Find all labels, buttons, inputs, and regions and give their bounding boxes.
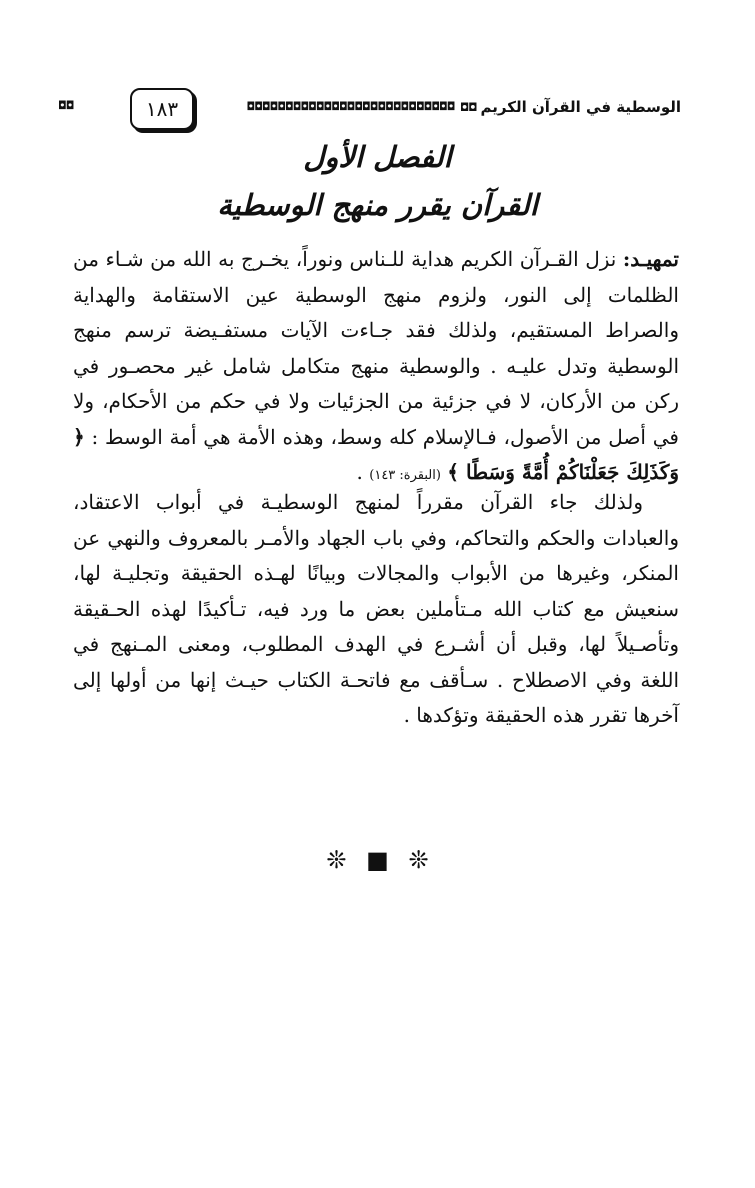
chapter-heading: الفصل الأول [303,140,452,174]
paragraph-second [73,485,679,734]
intro-text: نزل القـرآن الكريم هداية للـناس ونوراً، يخـرج به الله من شـاء من الظلمات إلى النور، ولزوم منهج الوسطية عين الاستقامة والهداية والصراط المستقيم، ولذلك فقد جـاءت الآيات مستفـيضة ترسم منهج الوسطية وتدل عليـه . والوسطية منهج متكامل شامل غير محصـور في ركن من الأركان، لا في جزئية من الجزئيات ولا في حكم من الأحكام، ولا في أصل من الأصول، فـالإسلام كله وسط، وهذه الأمة هي أمة الوسط : [73,247,679,449]
square-ornament-icon: ■ [366,846,389,874]
page-number-text: ١٨٣ [145,97,179,121]
chapter-subtitle: القرآن يقرر منهج الوسطية [217,188,538,222]
running-title-text: الوسطية في القرآن الكريم [480,98,681,116]
second-text: ولذلك جاء القرآن مقرراً لمنهج الوسطيـة في أبواب الاعتقاد، والعبادات والحكم والتحاكم، وفي باب الجهاد والأمـر بالمعروف والنهي عن المنكر، وغيرها من الأبواب والمجالات وبيانًا لهـذه الحقيقة وتجليـة لها، سنعيش مع كتاب الله مـتأملين بعض ما ورد فيه، تـأكيدًا لهذه الحـقيقة وتأصـيلاً لها، وقبل أن أشـرع في الهدف المطلوب، ومعنى المـنهج في اللغة وفي الاصطلاح . سـأقف مع فاتحـة الكتاب حيـث إنها من أولها إلى آخرها تقرر هذه الحقيقة وتؤكدها . [73,490,679,727]
intro-lead-word: تمهيـد: [622,247,679,271]
paragraph-intro [73,242,679,494]
page-number [130,88,194,130]
title-ornament-icon: ◘◘ [460,100,477,114]
page-header [58,88,681,130]
ornament-chain-icon: ◘◘◘◘◘◘◘◘◘◘◘◘◘◘◘◘◘◘◘◘◘◘◘◘◘◘◘ [246,100,455,113]
asterisk-ornament-icon: ❊ [326,846,347,874]
quran-verse: ﴿ وَكَذَلِكَ جَعَلْنَاكُمْ أُمَّةً وَسَطًا ﴾ [73,424,679,484]
section-divider [0,846,755,874]
asterisk-ornament-icon: ❊ [408,846,429,874]
left-ornament-icon: ◘◘ [58,99,74,112]
intro-end: . [356,460,370,484]
verse-reference: (البقرة: ١٤٣) [369,468,441,483]
